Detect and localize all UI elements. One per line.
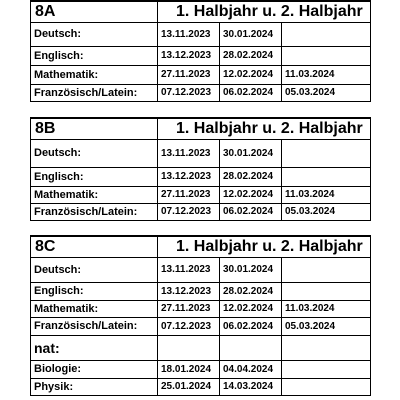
exam-date: 28.02.2024 (220, 283, 282, 301)
table-header-row (31, 236, 371, 258)
table-row (31, 66, 371, 85)
empty-cell (220, 336, 282, 361)
exam-date: 06.02.2024 (220, 318, 282, 336)
exam-date: 12.02.2024 (220, 187, 282, 204)
exam-date: 30.01.2024 (220, 140, 282, 168)
subject-label: Biologie: (31, 361, 158, 379)
table-row (31, 301, 371, 318)
exam-date: 11.03.2024 (282, 301, 371, 318)
exam-date: 13.12.2023 (158, 168, 220, 187)
subject-label: Französisch/Latein: (31, 204, 158, 221)
table-row (31, 361, 371, 379)
subject-label: Französisch/Latein: (31, 85, 158, 102)
exam-date: 27.11.2023 (158, 301, 220, 318)
exam-date: 06.02.2024 (220, 204, 282, 221)
exam-date: 05.03.2024 (282, 204, 371, 221)
table-row (31, 187, 371, 204)
exam-date (282, 168, 371, 187)
subject-label: Mathematik: (31, 187, 158, 204)
table-row (31, 336, 371, 361)
exam-date: 30.01.2024 (220, 23, 282, 47)
exam-date (282, 23, 371, 47)
semester-header: 1. Halbjahr u. 2. Halbjahr (158, 1, 371, 23)
subject-label: Englisch: (31, 168, 158, 187)
exam-date: 11.03.2024 (282, 187, 371, 204)
subject-label: Englisch: (31, 47, 158, 66)
subject-label: Deutsch: (31, 23, 158, 47)
table-row (31, 318, 371, 336)
exam-date: 30.01.2024 (220, 258, 282, 283)
subject-label: Mathematik: (31, 66, 158, 85)
exam-date: 12.02.2024 (220, 301, 282, 318)
exam-date: 25.01.2024 (158, 379, 220, 396)
exam-date (282, 379, 371, 396)
table-row (31, 258, 371, 283)
exam-date: 07.12.2023 (158, 85, 220, 102)
exam-date: 04.04.2024 (220, 361, 282, 379)
exam-date: 12.02.2024 (220, 66, 282, 85)
exam-date: 27.11.2023 (158, 66, 220, 85)
exam-date: 07.12.2023 (158, 204, 220, 221)
exam-date: 07.12.2023 (158, 318, 220, 336)
exam-date: 14.03.2024 (220, 379, 282, 396)
subject-label: Mathematik: (31, 301, 158, 318)
empty-cell (282, 336, 371, 361)
subject-label: Deutsch: (31, 140, 158, 168)
exam-date (282, 283, 371, 301)
exam-date: 28.02.2024 (220, 168, 282, 187)
exam-date: 27.11.2023 (158, 187, 220, 204)
exam-date (282, 361, 371, 379)
exam-date (282, 140, 371, 168)
table-row (31, 168, 371, 187)
subject-label: Deutsch: (31, 258, 158, 283)
exam-date: 18.01.2024 (158, 361, 220, 379)
exam-date: 28.02.2024 (220, 47, 282, 66)
semester-header: 1. Halbjahr u. 2. Halbjahr (158, 236, 371, 258)
exam-date (282, 47, 371, 66)
table-row (31, 379, 371, 396)
table-row (31, 85, 371, 102)
exam-date: 13.12.2023 (158, 47, 220, 66)
table-row (31, 140, 371, 168)
exam-table-8a (30, 0, 371, 102)
table-row (31, 283, 371, 301)
subject-label: Physik: (31, 379, 158, 396)
exam-date: 13.11.2023 (158, 258, 220, 283)
class-label: 8A (31, 1, 158, 23)
table-header-row (31, 1, 371, 23)
exam-table-8c (30, 235, 371, 396)
exam-date: 06.02.2024 (220, 85, 282, 102)
exam-date: 13.12.2023 (158, 283, 220, 301)
table-header-row (31, 118, 371, 140)
subject-label: Englisch: (31, 283, 158, 301)
exam-date: 11.03.2024 (282, 66, 371, 85)
exam-date: 13.11.2023 (158, 23, 220, 47)
exam-date (282, 258, 371, 283)
class-label: 8B (31, 118, 158, 140)
semester-header: 1. Halbjahr u. 2. Halbjahr (158, 118, 371, 140)
exam-date: 13.11.2023 (158, 140, 220, 168)
exam-table-8b (30, 117, 371, 221)
table-row (31, 23, 371, 47)
table-row (31, 47, 371, 66)
exam-date: 05.03.2024 (282, 85, 371, 102)
exam-date: 05.03.2024 (282, 318, 371, 336)
table-row (31, 204, 371, 221)
empty-cell (158, 336, 220, 361)
class-label: 8C (31, 236, 158, 258)
subject-label: Französisch/Latein: (31, 318, 158, 336)
section-label: nat: (31, 336, 158, 361)
